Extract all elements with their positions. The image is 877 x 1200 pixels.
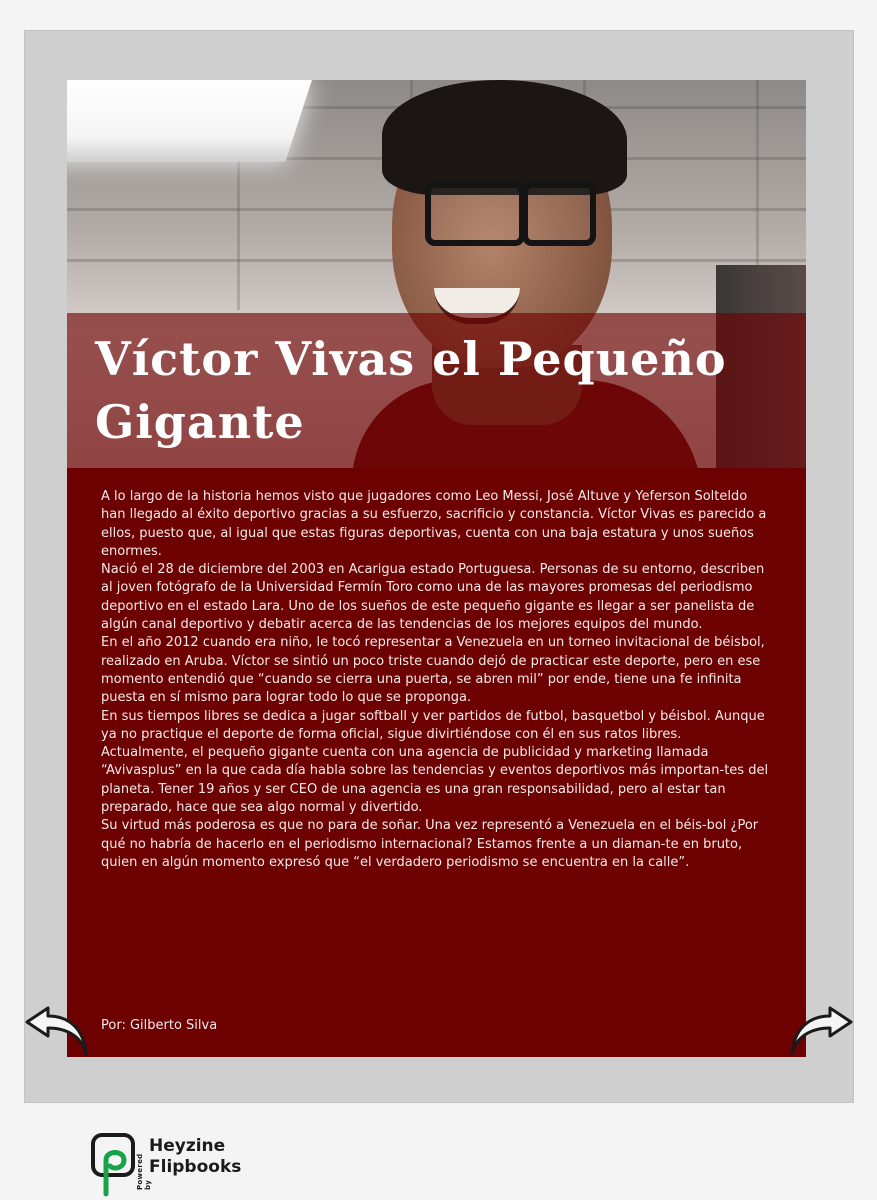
heyzine-branding[interactable] <box>90 1132 290 1198</box>
paragraph: En sus tiempos libres se dedica a jugar softball y ver partidos de futbol, basquetbol y béisbol. Aunque ya no practique el deporte de forma oficial, sigue divirtiéndose con él en sus ratos libres. <box>101 708 765 742</box>
powered-by-label: Powered by <box>136 1153 152 1190</box>
hair <box>382 80 627 195</box>
paragraph: A lo largo de la historia hemos visto que jugadores como Leo Messi, José Altuve y Yeferson Solteldo han llegado al éxito deportivo gracias a su esfuerzo, sacrificio y constancia. Víctor Vivas es parecido a ellos, puesto que, al igual que estas figuras deportivas, cuenta con una baja estatura y unos sueños enormes. <box>101 489 767 559</box>
paragraph: Nació el 28 de diciembre del 2003 en Acarigua estado Portuguesa. Personas de su entorno, describen al joven fotógrafo de la Universidad Fermín Toro como una de las mayores promesas del periodismo deportivo en el estado Lara. Uno de los sueños de este pequeño gigante es llegar a ser panelista de algún canal deportivo y debatir acerca de las tendencias de los mejores equipos del mundo. <box>101 562 765 633</box>
heyzine-logo-icon <box>90 1132 138 1198</box>
byline: Por: Gilberto Silva <box>101 1018 218 1033</box>
article-title: Víctor Vivas el Pequeño Gigante <box>95 332 727 449</box>
next-page-button[interactable] <box>790 1006 854 1056</box>
curved-arrow-left-icon <box>24 1006 88 1056</box>
paragraph: En el año 2012 cuando era niño, le tocó representar a Venezuela en un torneo invitacional de béisbol, realizado en Aruba. Víctor se sintió un poco triste cuando dejó de practicar este deporte, pero en ese momento entendió que “cuando se cierra una puerta, se abren mil” por ende, tiene una fe infinita puesta en sí mismo para lograr todo lo que se proponga. <box>101 635 765 706</box>
curved-arrow-right-icon <box>790 1006 854 1056</box>
brand-name: Heyzine Flipbooks <box>149 1136 242 1177</box>
paragraph: Actualmente, el pequeño gigante cuenta con una agencia de publicidad y marketing llamada “Avivasplus” en la que cada día habla sobre las tendencias y eventos deportivos más importan-tes del planeta. Tener 19 años y ser CEO de una agencia es una gran responsabilidad, pero al estar tan preparado, hace que sea algo normal y divertido. <box>101 745 769 816</box>
paragraph: Su virtud más poderosa es que no para de soñar. Una vez representó a Venezuela en el béis-bol ¿Por qué no habría de hacerlo en el periodismo internacional? Estamos frente a un diaman-te en bruto, quien en algún momento expresó que “el verdadero periodismo se encuentra en la calle”. <box>101 818 759 870</box>
article-body <box>101 488 773 872</box>
ceiling-light <box>67 80 312 162</box>
magazine-page[interactable] <box>67 80 806 1057</box>
glasses-icon <box>357 182 572 244</box>
previous-page-button[interactable] <box>24 1006 88 1056</box>
